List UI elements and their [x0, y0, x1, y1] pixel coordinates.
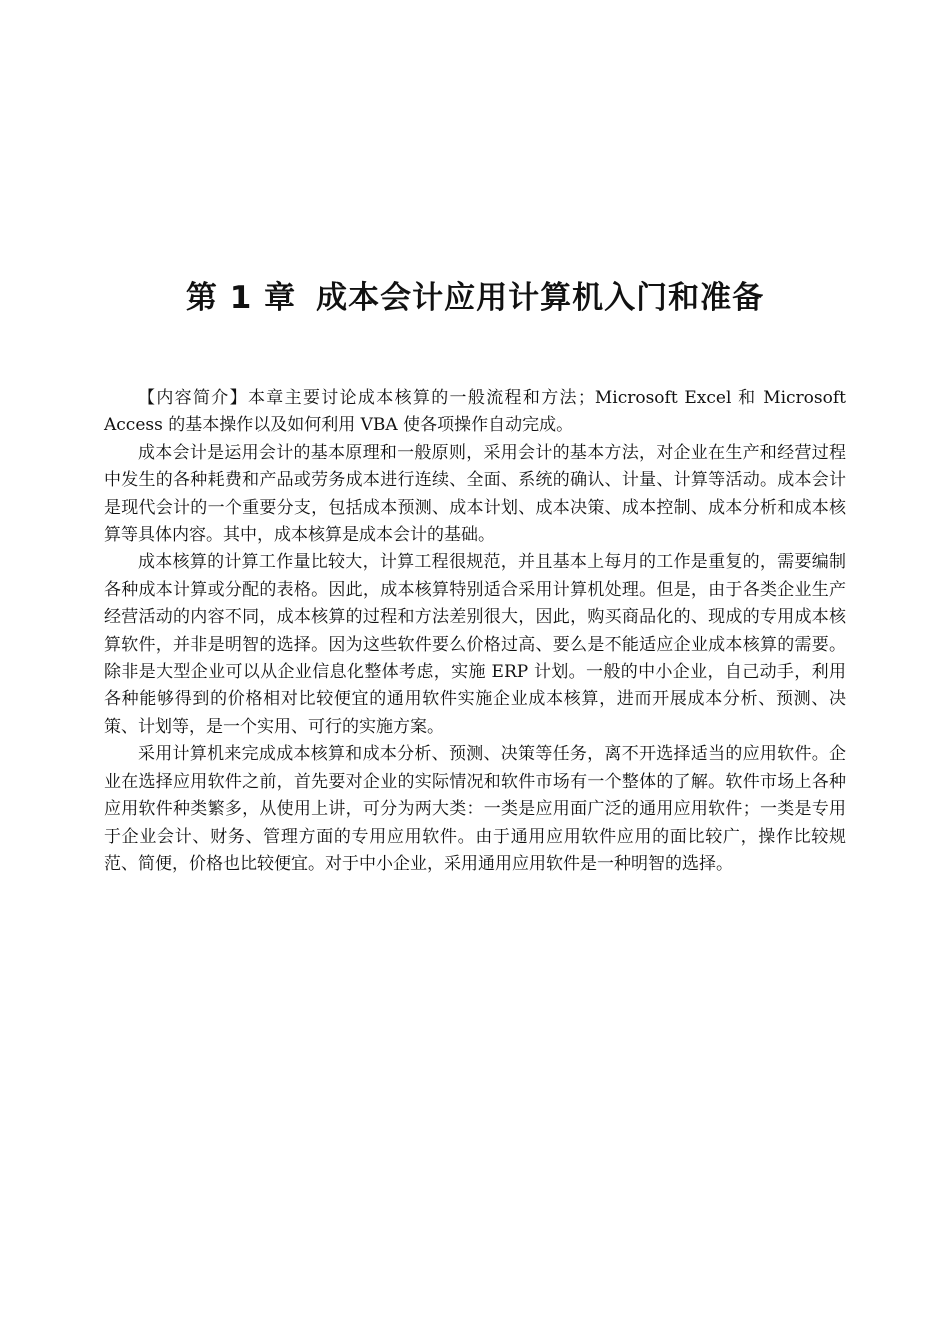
chapter-number: 第 1 章: [185, 280, 297, 316]
body-paragraph: 成本会计是运用会计的基本原理和一般原则，采用会计的基本方法，对企业在生产和经营过程中发生的各种耗费和产品或劳务成本进行连续、全面、系统的确认、计量、计算等活动。成本会计是现代会计的一个重要分支，包括成本预测、成本计划、成本决策、成本控制、成本分析和成本核算等具体内容。其中，成本核算是成本会计的基础。: [104, 442, 846, 546]
body-paragraph: 采用计算机来完成成本核算和成本分析、预测、决策等任务，离不开选择适当的应用软件。企业在选择应用软件之前，首先要对企业的实际情况和软件市场有一个整体的了解。软件市场上各种应用软件种类繁多，从使用上讲，可分为两大类：一类是应用面广泛的通用应用软件；一类是专用于企业会计、财务、管理方面的专用应用软件。由于通用应用软件应用的面比较广，操作比较规范、简便，价格也比较便宜。对于中小企业，采用通用应用软件是一种明智的选择。: [104, 744, 846, 874]
chapter-title-text: 成本会计应用计算机入门和准备: [316, 280, 765, 316]
chapter-body: [104, 385, 846, 878]
intro-paragraph: 【内容简介】本章主要讨论成本核算的一般流程和方法；Microsoft Excel 和 Microsoft Access 的基本操作以及如何利用 VBA 使各项操作自动完成。: [104, 388, 846, 436]
body-paragraph: 成本核算的计算工作量比较大，计算工程很规范，并且基本上每月的工作是重复的，需要编制各种成本计算或分配的表格。因此，成本核算特别适合采用计算机处理。但是，由于各类企业生产经营活动的内容不同，成本核算的过程和方法差别很大，因此，购买商品化的、现成的专用成本核算软件，并非是明智的选择。因为这些软件要么价格过高、要么是不能适应企业成本核算的需要。除非是大型企业可以从企业信息化整体考虑，实施 ERP 计划。一般的中小企业，自己动手，利用各种能够得到的价格相对比较便宜的通用软件实施企业成本核算，进而开展成本分析、预测、决策、计划等，是一个实用、可行的实施方案。: [104, 552, 846, 737]
chapter-title: [0, 272, 950, 317]
